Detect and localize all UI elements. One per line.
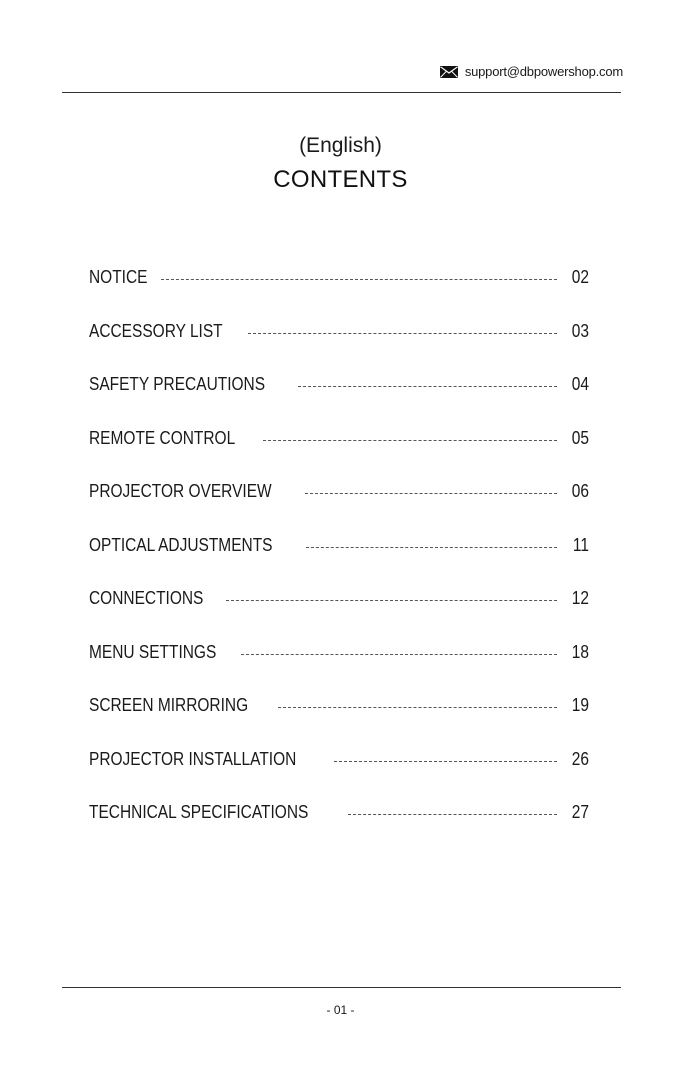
toc-page-number: 06 <box>571 481 589 502</box>
table-of-contents <box>89 251 589 840</box>
toc-leader <box>241 654 557 655</box>
toc-label: PROJECTOR OVERVIEW <box>89 481 272 502</box>
toc-leader <box>226 600 557 601</box>
toc-entry-menu-settings[interactable] <box>89 626 589 680</box>
toc-label: ACCESSORY LIST <box>89 320 223 341</box>
toc-page-number: 03 <box>571 320 589 341</box>
toc-leader <box>306 547 557 548</box>
toc-label: OPTICAL ADJUSTMENTS <box>89 534 273 555</box>
toc-page-number: 18 <box>571 641 589 662</box>
toc-entry-projector-overview[interactable] <box>89 465 589 519</box>
toc-leader <box>305 493 557 494</box>
toc-leader <box>248 333 557 334</box>
toc-leader <box>263 440 557 441</box>
toc-page-number: 11 <box>572 534 589 555</box>
toc-entry-safety-precautions[interactable] <box>89 358 589 412</box>
footer-page-number: - 01 - <box>326 1003 355 1017</box>
toc-label: TECHNICAL SPECIFICATIONS <box>89 802 309 823</box>
toc-label: SAFETY PRECAUTIONS <box>89 374 266 395</box>
toc-label: PROJECTOR INSTALLATION <box>89 748 297 769</box>
mail-icon <box>440 66 458 78</box>
header-divider <box>62 92 621 93</box>
toc-leader <box>161 279 557 280</box>
toc-entry-screen-mirroring[interactable] <box>89 679 589 733</box>
toc-entry-technical-specifications[interactable] <box>89 786 589 840</box>
toc-leader <box>278 707 557 708</box>
toc-label: CONNECTIONS <box>89 588 204 609</box>
toc-entry-notice[interactable] <box>89 251 589 305</box>
toc-page-number: 05 <box>571 427 589 448</box>
toc-label: SCREEN MIRRORING <box>89 695 249 716</box>
toc-label: MENU SETTINGS <box>89 641 217 662</box>
header-email <box>440 64 623 79</box>
page-title: CONTENTS <box>273 166 408 193</box>
toc-page-number: 04 <box>571 374 589 395</box>
toc-entry-remote-control[interactable] <box>89 412 589 466</box>
toc-label: NOTICE <box>89 267 148 288</box>
footer-divider <box>62 987 621 988</box>
toc-entry-projector-installation[interactable] <box>89 733 589 787</box>
toc-page-number: 12 <box>571 588 589 609</box>
toc-page-number: 26 <box>571 748 589 769</box>
toc-page-number: 27 <box>571 802 589 823</box>
toc-page-number: 02 <box>571 267 589 288</box>
toc-entry-optical-adjustments[interactable] <box>89 519 589 573</box>
language-subtitle: (English) <box>299 134 382 157</box>
toc-entry-connections[interactable] <box>89 572 589 626</box>
toc-leader <box>298 386 557 387</box>
toc-page-number: 19 <box>571 695 589 716</box>
email-link[interactable]: support@dbpowershop.com <box>464 64 623 79</box>
toc-leader <box>334 761 557 762</box>
toc-entry-accessory-list[interactable] <box>89 305 589 359</box>
toc-leader <box>348 814 557 815</box>
toc-label: REMOTE CONTROL <box>89 427 236 448</box>
